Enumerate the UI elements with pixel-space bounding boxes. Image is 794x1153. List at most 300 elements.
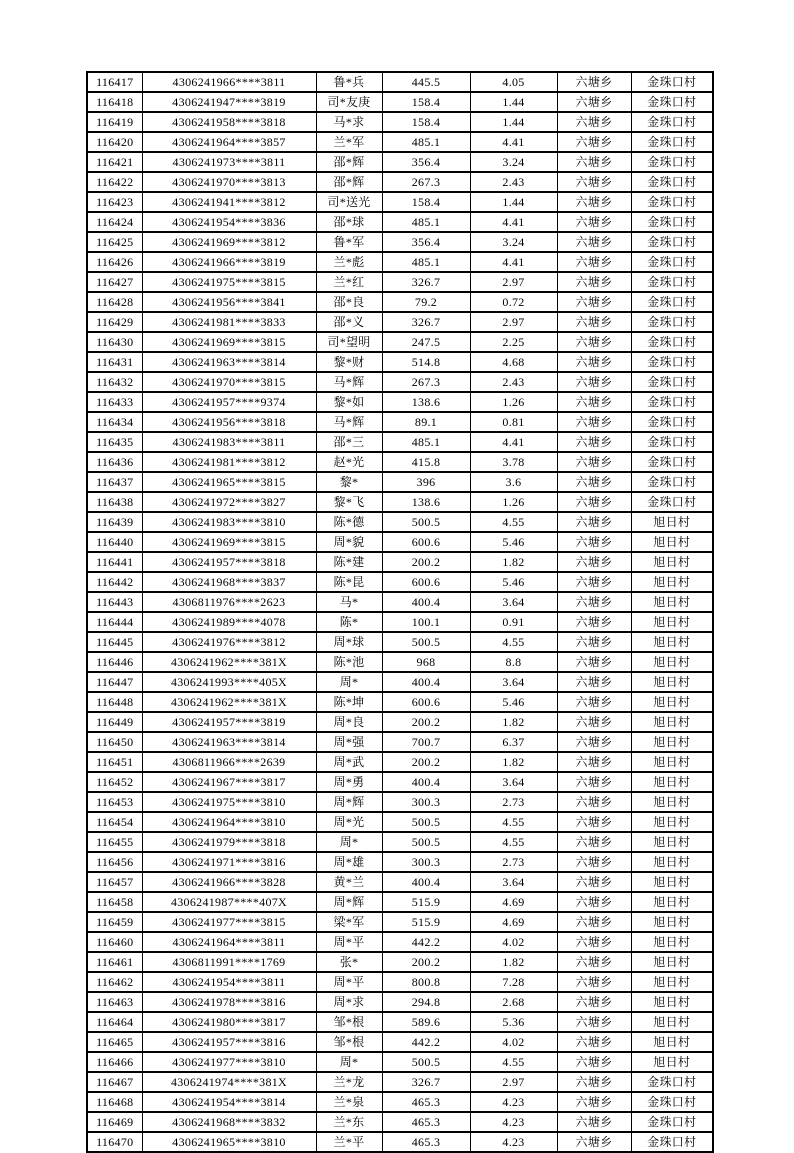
masked-name-cell: 鲁*军 [316, 232, 382, 252]
village-cell: 旭日村 [631, 972, 713, 992]
serial-number-cell: 116445 [87, 632, 142, 652]
table-row [87, 1132, 713, 1152]
masked-name-cell: 黎*飞 [316, 492, 382, 512]
masked-id-number-cell: 4306241964****3857 [142, 132, 316, 152]
amount-cell: 400.4 [382, 772, 470, 792]
village-cell: 旭日村 [631, 912, 713, 932]
serial-number-cell: 116469 [87, 1112, 142, 1132]
masked-id-number-cell: 4306241957****3818 [142, 552, 316, 572]
masked-id-number-cell: 4306241977****3810 [142, 1052, 316, 1072]
table-row [87, 452, 713, 472]
table-row [87, 292, 713, 312]
masked-name-cell: 周*球 [316, 632, 382, 652]
table-row [87, 812, 713, 832]
village-cell: 金珠口村 [631, 292, 713, 312]
township-cell: 六塘乡 [557, 312, 631, 332]
serial-number-cell: 116431 [87, 352, 142, 372]
table-row [87, 312, 713, 332]
masked-name-cell: 张* [316, 952, 382, 972]
table-row [87, 532, 713, 552]
village-cell: 金珠口村 [631, 452, 713, 472]
secondary-amount-cell: 5.46 [470, 572, 557, 592]
township-cell: 六塘乡 [557, 1072, 631, 1092]
serial-number-cell: 116426 [87, 252, 142, 272]
table-row [87, 712, 713, 732]
masked-id-number-cell: 4306241966****3819 [142, 252, 316, 272]
serial-number-cell: 116442 [87, 572, 142, 592]
township-cell: 六塘乡 [557, 812, 631, 832]
masked-id-number-cell: 4306241954****3814 [142, 1092, 316, 1112]
amount-cell: 485.1 [382, 212, 470, 232]
masked-id-number-cell: 4306241974****381X [142, 1072, 316, 1092]
masked-id-number-cell: 4306241968****3837 [142, 572, 316, 592]
masked-id-number-cell: 4306241978****3816 [142, 992, 316, 1012]
village-cell: 金珠口村 [631, 272, 713, 292]
masked-id-number-cell: 4306241983****3810 [142, 512, 316, 532]
secondary-amount-cell: 0.81 [470, 412, 557, 432]
masked-name-cell: 兰*泉 [316, 1092, 382, 1112]
village-cell: 旭日村 [631, 672, 713, 692]
masked-name-cell: 周*辉 [316, 892, 382, 912]
masked-name-cell: 司*望明 [316, 332, 382, 352]
township-cell: 六塘乡 [557, 952, 631, 972]
table-row [87, 692, 713, 712]
secondary-amount-cell: 4.41 [470, 432, 557, 452]
township-cell: 六塘乡 [557, 1032, 631, 1052]
village-cell: 金珠口村 [631, 132, 713, 152]
township-cell: 六塘乡 [557, 732, 631, 752]
amount-cell: 200.2 [382, 752, 470, 772]
village-cell: 旭日村 [631, 992, 713, 1012]
township-cell: 六塘乡 [557, 152, 631, 172]
masked-id-number-cell: 4306241983****3811 [142, 432, 316, 452]
table-row [87, 352, 713, 372]
masked-id-number-cell: 4306241976****3812 [142, 632, 316, 652]
serial-number-cell: 116435 [87, 432, 142, 452]
table-row [87, 552, 713, 572]
serial-number-cell: 116444 [87, 612, 142, 632]
table-row [87, 772, 713, 792]
secondary-amount-cell: 3.64 [470, 772, 557, 792]
township-cell: 六塘乡 [557, 672, 631, 692]
secondary-amount-cell: 4.55 [470, 512, 557, 532]
serial-number-cell: 116446 [87, 652, 142, 672]
secondary-amount-cell: 1.44 [470, 192, 557, 212]
village-cell: 旭日村 [631, 772, 713, 792]
township-cell: 六塘乡 [557, 592, 631, 612]
village-cell: 旭日村 [631, 652, 713, 672]
secondary-amount-cell: 3.6 [470, 472, 557, 492]
table-row [87, 272, 713, 292]
secondary-amount-cell: 3.64 [470, 672, 557, 692]
township-cell: 六塘乡 [557, 392, 631, 412]
township-cell: 六塘乡 [557, 532, 631, 552]
secondary-amount-cell: 2.73 [470, 792, 557, 812]
serial-number-cell: 116420 [87, 132, 142, 152]
amount-cell: 89.1 [382, 412, 470, 432]
masked-id-number-cell: 4306241969****3815 [142, 532, 316, 552]
serial-number-cell: 116458 [87, 892, 142, 912]
masked-id-number-cell: 4306241962****381X [142, 652, 316, 672]
amount-cell: 500.5 [382, 632, 470, 652]
table-row [87, 92, 713, 112]
township-cell: 六塘乡 [557, 972, 631, 992]
masked-name-cell: 邹*根 [316, 1012, 382, 1032]
township-cell: 六塘乡 [557, 1132, 631, 1152]
amount-cell: 500.5 [382, 832, 470, 852]
serial-number-cell: 116419 [87, 112, 142, 132]
masked-name-cell: 鲁*兵 [316, 72, 382, 92]
table-row [87, 1072, 713, 1092]
serial-number-cell: 116417 [87, 72, 142, 92]
amount-cell: 600.6 [382, 532, 470, 552]
township-cell: 六塘乡 [557, 192, 631, 212]
table-row [87, 792, 713, 812]
township-cell: 六塘乡 [557, 1052, 631, 1072]
secondary-amount-cell: 8.8 [470, 652, 557, 672]
village-cell: 金珠口村 [631, 72, 713, 92]
masked-id-number-cell: 4306241962****381X [142, 692, 316, 712]
secondary-amount-cell: 2.97 [470, 312, 557, 332]
village-cell: 旭日村 [631, 752, 713, 772]
amount-cell: 267.3 [382, 372, 470, 392]
masked-id-number-cell: 4306241969****3812 [142, 232, 316, 252]
secondary-amount-cell: 2.68 [470, 992, 557, 1012]
secondary-amount-cell: 4.69 [470, 912, 557, 932]
village-cell: 旭日村 [631, 812, 713, 832]
serial-number-cell: 116433 [87, 392, 142, 412]
secondary-amount-cell: 0.72 [470, 292, 557, 312]
masked-id-number-cell: 4306241975****3815 [142, 272, 316, 292]
township-cell: 六塘乡 [557, 712, 631, 732]
village-cell: 旭日村 [631, 552, 713, 572]
serial-number-cell: 116450 [87, 732, 142, 752]
township-cell: 六塘乡 [557, 1112, 631, 1132]
masked-name-cell: 兰*龙 [316, 1072, 382, 1092]
township-cell: 六塘乡 [557, 412, 631, 432]
table-row [87, 952, 713, 972]
amount-cell: 138.6 [382, 492, 470, 512]
amount-cell: 294.8 [382, 992, 470, 1012]
amount-cell: 356.4 [382, 152, 470, 172]
secondary-amount-cell: 3.64 [470, 592, 557, 612]
village-cell: 旭日村 [631, 1052, 713, 1072]
masked-name-cell: 周*貌 [316, 532, 382, 552]
serial-number-cell: 116453 [87, 792, 142, 812]
amount-cell: 700.7 [382, 732, 470, 752]
secondary-amount-cell: 4.69 [470, 892, 557, 912]
table-row [87, 652, 713, 672]
amount-cell: 589.6 [382, 1012, 470, 1032]
table-row [87, 852, 713, 872]
village-cell: 旭日村 [631, 1012, 713, 1032]
table-row [87, 592, 713, 612]
secondary-amount-cell: 5.36 [470, 1012, 557, 1032]
table-row [87, 512, 713, 532]
village-cell: 旭日村 [631, 592, 713, 612]
serial-number-cell: 116443 [87, 592, 142, 612]
village-cell: 金珠口村 [631, 332, 713, 352]
serial-number-cell: 116464 [87, 1012, 142, 1032]
serial-number-cell: 116466 [87, 1052, 142, 1072]
serial-number-cell: 116424 [87, 212, 142, 232]
secondary-amount-cell: 0.91 [470, 612, 557, 632]
amount-cell: 485.1 [382, 132, 470, 152]
secondary-amount-cell: 1.82 [470, 952, 557, 972]
secondary-amount-cell: 2.97 [470, 1072, 557, 1092]
secondary-amount-cell: 1.26 [470, 392, 557, 412]
table-row [87, 992, 713, 1012]
township-cell: 六塘乡 [557, 172, 631, 192]
township-cell: 六塘乡 [557, 512, 631, 532]
township-cell: 六塘乡 [557, 452, 631, 472]
masked-name-cell: 陈* [316, 612, 382, 632]
amount-cell: 356.4 [382, 232, 470, 252]
amount-cell: 485.1 [382, 252, 470, 272]
masked-id-number-cell: 4306811966****2639 [142, 752, 316, 772]
masked-name-cell: 周*强 [316, 732, 382, 752]
masked-name-cell: 周*辉 [316, 792, 382, 812]
amount-cell: 300.3 [382, 792, 470, 812]
serial-number-cell: 116463 [87, 992, 142, 1012]
masked-name-cell: 黄*兰 [316, 872, 382, 892]
village-cell: 金珠口村 [631, 92, 713, 112]
table-row [87, 932, 713, 952]
masked-name-cell: 兰*军 [316, 132, 382, 152]
serial-number-cell: 116461 [87, 952, 142, 972]
village-cell: 金珠口村 [631, 112, 713, 132]
township-cell: 六塘乡 [557, 292, 631, 312]
masked-name-cell: 马*辉 [316, 372, 382, 392]
masked-name-cell: 梁*军 [316, 912, 382, 932]
amount-cell: 267.3 [382, 172, 470, 192]
secondary-amount-cell: 2.43 [470, 372, 557, 392]
amount-cell: 500.5 [382, 1052, 470, 1072]
secondary-amount-cell: 6.37 [470, 732, 557, 752]
masked-id-number-cell: 4306241956****3818 [142, 412, 316, 432]
secondary-amount-cell: 4.41 [470, 252, 557, 272]
amount-cell: 465.3 [382, 1112, 470, 1132]
village-cell: 旭日村 [631, 952, 713, 972]
village-cell: 金珠口村 [631, 312, 713, 332]
serial-number-cell: 116429 [87, 312, 142, 332]
serial-number-cell: 116427 [87, 272, 142, 292]
township-cell: 六塘乡 [557, 632, 631, 652]
serial-number-cell: 116421 [87, 152, 142, 172]
secondary-amount-cell: 5.46 [470, 532, 557, 552]
table-row [87, 192, 713, 212]
township-cell: 六塘乡 [557, 892, 631, 912]
village-cell: 旭日村 [631, 532, 713, 552]
masked-id-number-cell: 4306241972****3827 [142, 492, 316, 512]
serial-number-cell: 116457 [87, 872, 142, 892]
secondary-amount-cell: 2.25 [470, 332, 557, 352]
amount-cell: 200.2 [382, 952, 470, 972]
township-cell: 六塘乡 [557, 272, 631, 292]
masked-name-cell: 马*辉 [316, 412, 382, 432]
village-cell: 金珠口村 [631, 472, 713, 492]
secondary-amount-cell: 3.64 [470, 872, 557, 892]
township-cell: 六塘乡 [557, 212, 631, 232]
masked-name-cell: 周*雄 [316, 852, 382, 872]
table-row [87, 892, 713, 912]
secondary-amount-cell: 1.82 [470, 552, 557, 572]
table-row [87, 112, 713, 132]
serial-number-cell: 116438 [87, 492, 142, 512]
masked-name-cell: 邵*三 [316, 432, 382, 452]
masked-name-cell: 马* [316, 592, 382, 612]
amount-cell: 247.5 [382, 332, 470, 352]
village-cell: 金珠口村 [631, 192, 713, 212]
township-cell: 六塘乡 [557, 132, 631, 152]
masked-id-number-cell: 4306241964****3811 [142, 932, 316, 952]
masked-id-number-cell: 4306241967****3817 [142, 772, 316, 792]
subsidy-table-body [87, 72, 713, 1152]
serial-number-cell: 116428 [87, 292, 142, 312]
serial-number-cell: 116430 [87, 332, 142, 352]
township-cell: 六塘乡 [557, 432, 631, 452]
village-cell: 金珠口村 [631, 152, 713, 172]
village-cell: 金珠口村 [631, 412, 713, 432]
township-cell: 六塘乡 [557, 252, 631, 272]
table-row [87, 832, 713, 852]
village-cell: 旭日村 [631, 892, 713, 912]
masked-name-cell: 周*求 [316, 992, 382, 1012]
serial-number-cell: 116467 [87, 1072, 142, 1092]
secondary-amount-cell: 1.26 [470, 492, 557, 512]
amount-cell: 400.4 [382, 592, 470, 612]
masked-name-cell: 周*平 [316, 972, 382, 992]
masked-id-number-cell: 4306241963****3814 [142, 352, 316, 372]
masked-name-cell: 周* [316, 1052, 382, 1072]
village-cell: 金珠口村 [631, 172, 713, 192]
village-cell: 旭日村 [631, 732, 713, 752]
amount-cell: 485.1 [382, 432, 470, 452]
table-row [87, 392, 713, 412]
masked-name-cell: 邵*义 [316, 312, 382, 332]
table-row [87, 572, 713, 592]
secondary-amount-cell: 4.55 [470, 632, 557, 652]
township-cell: 六塘乡 [557, 992, 631, 1012]
amount-cell: 100.1 [382, 612, 470, 632]
masked-name-cell: 陈*池 [316, 652, 382, 672]
masked-id-number-cell: 4306241975****3810 [142, 792, 316, 812]
masked-name-cell: 黎*如 [316, 392, 382, 412]
table-row [87, 432, 713, 452]
village-cell: 旭日村 [631, 612, 713, 632]
amount-cell: 600.6 [382, 572, 470, 592]
village-cell: 金珠口村 [631, 372, 713, 392]
table-row [87, 412, 713, 432]
amount-cell: 445.5 [382, 72, 470, 92]
township-cell: 六塘乡 [557, 232, 631, 252]
secondary-amount-cell: 3.24 [470, 232, 557, 252]
masked-name-cell: 周* [316, 832, 382, 852]
secondary-amount-cell: 7.28 [470, 972, 557, 992]
village-cell: 旭日村 [631, 872, 713, 892]
amount-cell: 326.7 [382, 312, 470, 332]
table-row [87, 1092, 713, 1112]
secondary-amount-cell: 1.82 [470, 712, 557, 732]
masked-id-number-cell: 4306241957****9374 [142, 392, 316, 412]
masked-id-number-cell: 4306241964****3810 [142, 812, 316, 832]
masked-id-number-cell: 4306241966****3811 [142, 72, 316, 92]
masked-name-cell: 陈*建 [316, 552, 382, 572]
amount-cell: 515.9 [382, 892, 470, 912]
table-row [87, 232, 713, 252]
amount-cell: 200.2 [382, 552, 470, 572]
table-row [87, 752, 713, 772]
masked-name-cell: 邹*根 [316, 1032, 382, 1052]
village-cell: 旭日村 [631, 832, 713, 852]
township-cell: 六塘乡 [557, 692, 631, 712]
serial-number-cell: 116454 [87, 812, 142, 832]
table-row [87, 1052, 713, 1072]
table-row [87, 212, 713, 232]
table-row [87, 632, 713, 652]
secondary-amount-cell: 2.43 [470, 172, 557, 192]
amount-cell: 600.6 [382, 692, 470, 712]
village-cell: 金珠口村 [631, 1072, 713, 1092]
masked-name-cell: 周*光 [316, 812, 382, 832]
masked-name-cell: 兰*彪 [316, 252, 382, 272]
serial-number-cell: 116439 [87, 512, 142, 532]
township-cell: 六塘乡 [557, 92, 631, 112]
village-cell: 金珠口村 [631, 1092, 713, 1112]
serial-number-cell: 116432 [87, 372, 142, 392]
serial-number-cell: 116452 [87, 772, 142, 792]
table-row [87, 732, 713, 752]
table-row [87, 972, 713, 992]
village-cell: 金珠口村 [631, 432, 713, 452]
masked-id-number-cell: 4306241981****3812 [142, 452, 316, 472]
masked-name-cell: 周*武 [316, 752, 382, 772]
township-cell: 六塘乡 [557, 572, 631, 592]
masked-id-number-cell: 4306241979****3818 [142, 832, 316, 852]
secondary-amount-cell: 2.73 [470, 852, 557, 872]
amount-cell: 158.4 [382, 92, 470, 112]
village-cell: 旭日村 [631, 692, 713, 712]
amount-cell: 158.4 [382, 192, 470, 212]
secondary-amount-cell: 4.68 [470, 352, 557, 372]
masked-name-cell: 周*平 [316, 932, 382, 952]
township-cell: 六塘乡 [557, 332, 631, 352]
amount-cell: 396 [382, 472, 470, 492]
village-cell: 金珠口村 [631, 252, 713, 272]
village-cell: 旭日村 [631, 632, 713, 652]
amount-cell: 500.5 [382, 812, 470, 832]
township-cell: 六塘乡 [557, 832, 631, 852]
masked-id-number-cell: 4306241977****3815 [142, 912, 316, 932]
village-cell: 金珠口村 [631, 1112, 713, 1132]
table-row [87, 492, 713, 512]
township-cell: 六塘乡 [557, 792, 631, 812]
amount-cell: 200.2 [382, 712, 470, 732]
amount-cell: 442.2 [382, 932, 470, 952]
masked-id-number-cell: 4306241956****3841 [142, 292, 316, 312]
township-cell: 六塘乡 [557, 772, 631, 792]
masked-id-number-cell: 4306241965****3810 [142, 1132, 316, 1152]
secondary-amount-cell: 4.41 [470, 212, 557, 232]
masked-id-number-cell: 4306241957****3819 [142, 712, 316, 732]
secondary-amount-cell: 4.02 [470, 1032, 557, 1052]
masked-id-number-cell: 4306241966****3828 [142, 872, 316, 892]
masked-id-number-cell: 4306241965****3815 [142, 472, 316, 492]
serial-number-cell: 116470 [87, 1132, 142, 1152]
masked-id-number-cell: 4306241969****3815 [142, 332, 316, 352]
village-cell: 旭日村 [631, 792, 713, 812]
village-cell: 旭日村 [631, 1032, 713, 1052]
